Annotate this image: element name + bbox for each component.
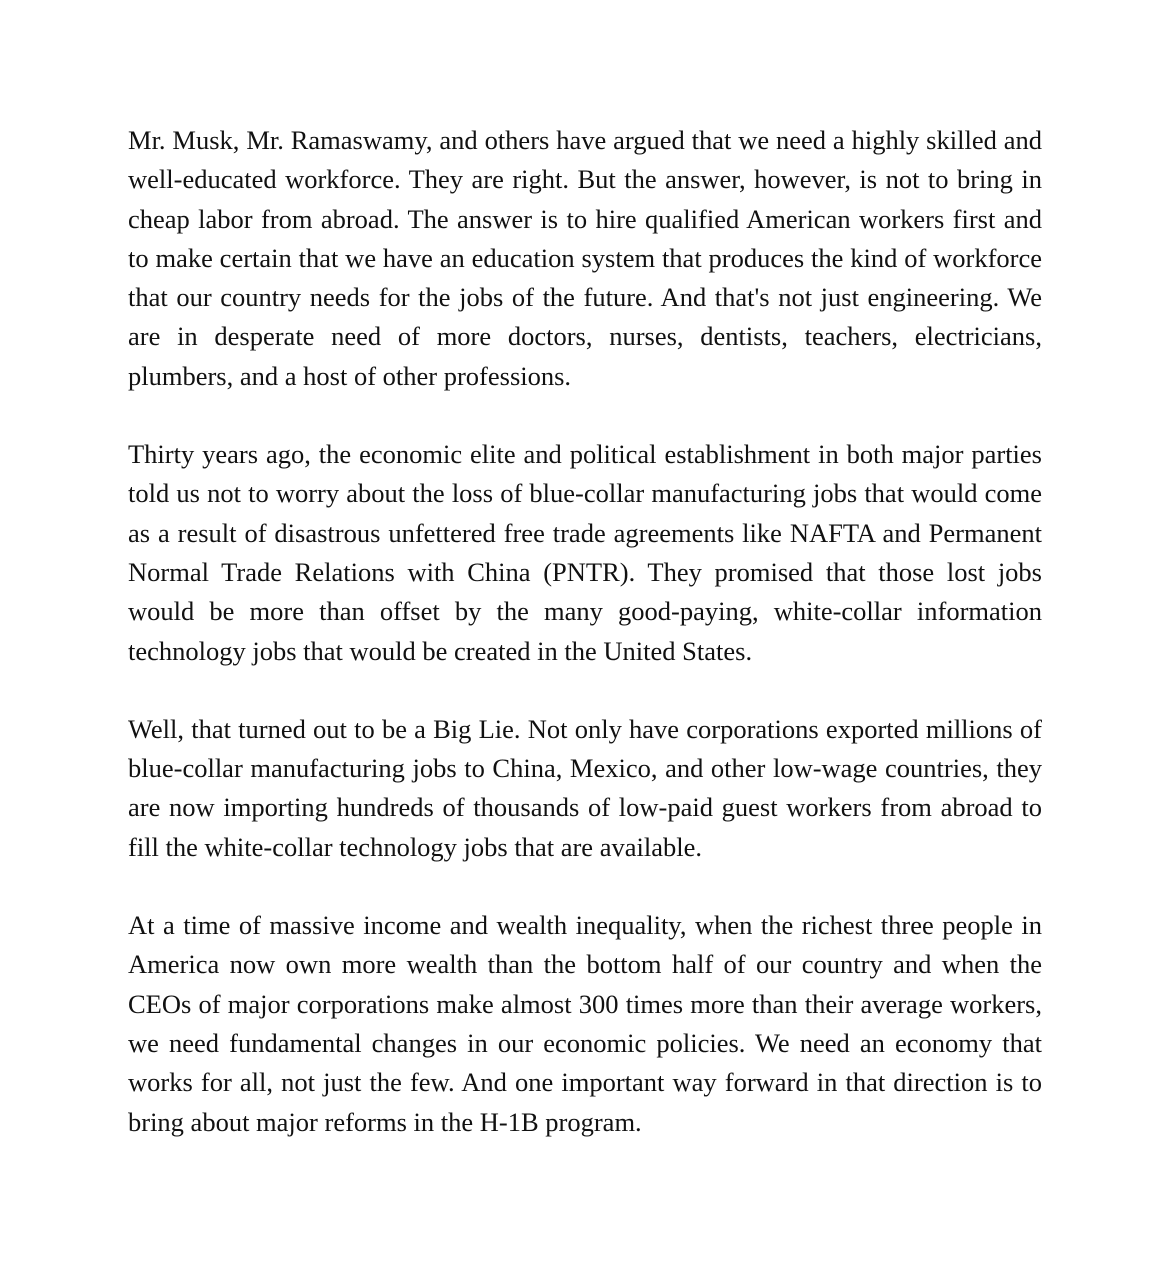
paragraph-big-lie: Well, that turned out to be a Big Lie. Not only have corporations exported millions of blue-collar manufacturing jobs to China, Mexico, and other low-wage countries, they are now importing hundreds of thousands of low-paid guest workers from abroad to fill the white-collar technology jobs that are available. [128, 713, 1042, 862]
paragraph-inequality: At a time of massive income and wealth inequality, when the richest three people in America now own more wealth than the bottom half of our country and when the CEOs of major corporations make almost 300 times more than their average workers, we need fundamental changes in our economic policies. We need an economy that works for all, not just the few. And one important way forward in that direction is to bring about major reforms in the H-1B program. [128, 910, 1042, 1137]
paragraph-free-trade: Thirty years ago, the economic elite and political establishment in both major parties told us not to worry about the loss of blue-collar manufacturing jobs that would come as a result of disastrous unfettered free trade agreements like NAFTA and Permanent Normal Trade Relations with China (PNTR). They promised that those lost jobs would be more than offset by the many good-paying, white-collar information technology jobs that would be created in the United States. [128, 439, 1042, 666]
paragraph-workforce: Mr. Musk, Mr. Ramaswamy, and others have argued that we need a highly skilled and well-educated workforce. They are right. But the answer, however, is not to bring in cheap labor from abroad. The answer is to hire qualified American workers first and to make certain that we have an education system that produces the kind of workforce that our country needs for the jobs of the future. And that's not just engineering. We are in desperate need of more doctors, nurses, dentists, teachers, electricians, plumbers, and a host of other professions. [128, 125, 1042, 391]
document-body [128, 121, 1042, 1142]
